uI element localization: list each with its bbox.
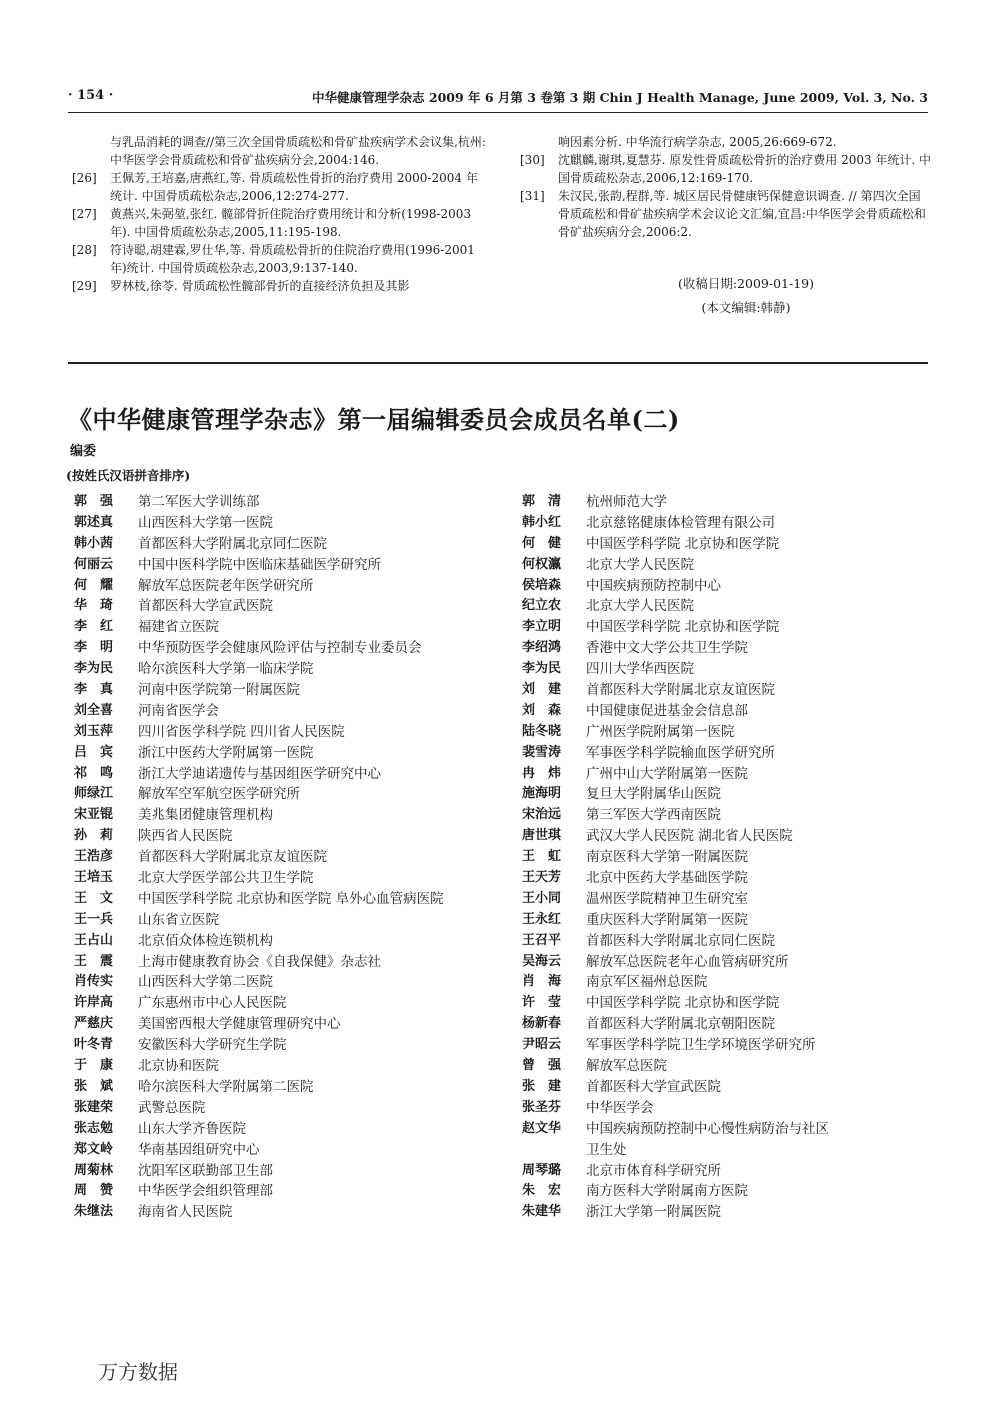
member-affiliation: 浙江中医药大学附属第一医院 — [138, 744, 314, 761]
reference-text: 符诗聪,胡建霖,罗仕华,等. 骨质疏松骨折的住院治疗费用(1996-2001 年)统计. 中国骨质疏松杂志,2003,9:137-140. — [110, 243, 475, 275]
member-affiliation: 重庆医科大学附属第一医院 — [586, 911, 748, 928]
reference-text: 黄燕兴,朱弼堃,张红. 髋部骨折住院治疗费用统计和分析(1998-2003 年). 中国骨质疏松杂志,2005,11:195-198. — [110, 207, 472, 239]
reference-item — [72, 241, 488, 277]
member-affiliation: 哈尔滨医科大学附属第二医院 — [138, 1078, 314, 1095]
section-divider — [68, 362, 928, 364]
member-affiliation: 中华医学会组织管理部 — [138, 1183, 273, 1200]
member-affiliation: 首都医科大学宣武医院 — [586, 1078, 721, 1095]
wanfang-watermark: 万方数据 — [98, 1360, 178, 1384]
member-row — [74, 701, 514, 722]
member-affiliation: 广州中山大学附属第一医院 — [586, 765, 748, 782]
member-name: 赵文华 — [522, 1120, 562, 1136]
member-row — [74, 1077, 514, 1098]
member-name: 于 康 — [74, 1058, 114, 1074]
member-name: 王 虹 — [522, 849, 562, 865]
member-name: 郭 强 — [74, 494, 114, 509]
member-affiliation: 首都医科大学附属北京朝阳医院 — [586, 1016, 775, 1033]
reference-text: 与乳品消耗的调查//第三次全国骨质疏松和骨矿盐疾病学术会议集,杭州:中华医学会骨质疏松和骨矿盐疾病分会,2004:146. — [110, 135, 486, 167]
member-row — [74, 492, 514, 513]
member-affiliation: 美国密西根大学健康管理研究中心 — [138, 1016, 341, 1033]
member-row — [522, 764, 942, 785]
member-affiliation: 中国医学科学院 北京协和医学院 — [586, 619, 780, 636]
member-affiliation: 山西医科大学第二医院 — [138, 974, 273, 991]
reference-text: 响因素分析. 中华流行病学杂志, 2005,26:669-672. — [558, 135, 837, 149]
member-row — [74, 722, 514, 743]
member-row — [522, 638, 942, 659]
member-row — [74, 743, 514, 764]
member-name: 肖传实 — [74, 974, 114, 990]
member-affiliation: 北京大学人民医院 — [586, 598, 694, 615]
member-affiliation: 中华预防医学会健康风险评估与控制专业委员会 — [138, 640, 422, 657]
reference-item — [520, 133, 932, 151]
member-name: 韩小红 — [522, 514, 562, 530]
member-affiliation-continued: 卫生处 — [586, 1141, 627, 1158]
member-row — [522, 868, 942, 889]
member-row — [74, 868, 514, 889]
page-number: · 154 · — [68, 88, 114, 103]
member-affiliation: 香港中文大学公共卫生学院 — [586, 640, 748, 657]
member-name: 刘玉萍 — [74, 723, 114, 739]
member-name: 许 莹 — [522, 995, 562, 1011]
member-name: 王占山 — [74, 932, 114, 948]
member-name: 杨新春 — [522, 1016, 562, 1032]
member-name: 曾 强 — [522, 1058, 562, 1074]
member-affiliation: 北京中医药大学基础医学院 — [586, 870, 748, 887]
member-name: 宋亚锟 — [74, 807, 114, 823]
member-affiliation: 军事医学科学院卫生学环境医学研究所 — [586, 1037, 816, 1054]
member-name: 张圣芬 — [522, 1099, 562, 1115]
member-row — [74, 1161, 514, 1182]
member-name: 郑文岭 — [74, 1141, 114, 1157]
member-row — [522, 1014, 942, 1035]
member-name: 朱继法 — [74, 1204, 114, 1220]
member-row — [522, 722, 942, 743]
member-affiliation: 北京大学人民医院 — [586, 556, 694, 573]
member-affiliation: 山东大学齐鲁医院 — [138, 1120, 246, 1137]
member-name: 陆冬晓 — [522, 723, 562, 739]
member-row — [522, 826, 942, 847]
member-name: 周 赞 — [74, 1183, 114, 1199]
member-row — [74, 847, 514, 868]
member-name: 施海明 — [522, 786, 562, 802]
member-affiliation: 广州医学院附属第一医院 — [586, 723, 735, 740]
member-row — [74, 784, 514, 805]
member-name: 冉 炜 — [522, 765, 562, 781]
member-row — [74, 617, 514, 638]
member-row — [522, 555, 942, 576]
member-row — [522, 701, 942, 722]
member-affiliation: 首都医科大学附属北京同仁医院 — [138, 535, 327, 552]
member-affiliation: 陕西省人民医院 — [138, 828, 233, 845]
member-row — [74, 972, 514, 993]
member-name: 侯培森 — [522, 577, 562, 593]
member-row — [74, 513, 514, 534]
member-name: 何 健 — [522, 535, 562, 551]
member-affiliation: 河南省医学会 — [138, 702, 219, 719]
member-name: 何丽云 — [74, 556, 114, 572]
member-affiliation: 山东省立医院 — [138, 911, 219, 928]
journal-running-head: 中华健康管理学杂志 2009 年 6 月第 3 卷第 3 期 Chin J Health Manage, June 2009, Vol. 3, No. 3 — [312, 90, 928, 105]
member-name: 何权瀛 — [522, 556, 562, 572]
member-affiliation: 解放军总医院老年医学研究所 — [138, 577, 314, 594]
member-name: 李 明 — [74, 640, 114, 656]
member-name: 周菊林 — [74, 1162, 114, 1178]
member-name: 尹昭云 — [522, 1037, 562, 1053]
member-row — [522, 1161, 942, 1182]
member-row — [74, 826, 514, 847]
member-affiliation: 海南省人民医院 — [138, 1204, 233, 1221]
member-affiliation: 杭州师范大学 — [586, 494, 667, 510]
member-affiliation: 第二军医大学训练部 — [138, 494, 260, 510]
member-affiliation: 武警总医院 — [138, 1099, 206, 1116]
member-name: 李为民 — [74, 661, 114, 677]
member-row — [74, 1056, 514, 1077]
reference-item — [72, 133, 488, 169]
member-name: 王小同 — [522, 890, 562, 906]
sort-note: (按姓氏汉语拼音排序) — [66, 468, 191, 483]
member-affiliation: 中国疾病预防控制中心慢性病防治与社区 — [586, 1120, 829, 1137]
member-name: 唐世琪 — [522, 828, 562, 844]
member-name: 王召平 — [522, 932, 562, 948]
member-name: 师绿江 — [74, 786, 114, 802]
members-left-column — [74, 492, 514, 1223]
member-name: 肖 海 — [522, 974, 562, 990]
member-affiliation: 北京佰众体检连锁机构 — [138, 932, 273, 949]
member-row — [522, 1056, 942, 1077]
member-row — [74, 1140, 514, 1161]
reference-item — [520, 187, 932, 241]
reference-text: 罗林枝,徐苓. 骨质疏松性髋部骨折的直接经济负担及其影 — [110, 279, 410, 293]
member-name: 朱 宏 — [522, 1183, 562, 1199]
member-name: 王永红 — [522, 911, 562, 927]
member-affiliation: 河南中医学院第一附属医院 — [138, 682, 300, 699]
member-name: 许岸高 — [74, 995, 114, 1011]
member-name: 李为民 — [522, 661, 562, 677]
member-affiliation: 山西医科大学第一医院 — [138, 514, 273, 531]
section-subtitle: 编委 — [70, 444, 97, 459]
member-name: 宋治远 — [522, 807, 562, 823]
member-row — [522, 847, 942, 868]
member-affiliation: 中国中医科学院中医临床基础医学研究所 — [138, 556, 381, 573]
member-row — [74, 1098, 514, 1119]
member-name: 张 斌 — [74, 1078, 114, 1094]
member-row — [522, 1077, 942, 1098]
member-name: 朱建华 — [522, 1204, 562, 1220]
member-row — [522, 659, 942, 680]
member-row — [74, 910, 514, 931]
member-affiliation: 解放军空军航空医学研究所 — [138, 786, 300, 803]
member-row — [522, 1181, 942, 1202]
member-name: 祁 鸣 — [74, 765, 114, 781]
member-row — [522, 680, 942, 701]
member-row — [522, 910, 942, 931]
member-row — [74, 931, 514, 952]
member-name: 刘全喜 — [74, 702, 114, 718]
reference-number: [29] — [72, 279, 97, 293]
member-affiliation: 福建省立医院 — [138, 619, 219, 636]
member-name: 王 震 — [74, 953, 114, 969]
member-name: 张志勉 — [74, 1120, 114, 1136]
member-row — [74, 659, 514, 680]
member-affiliation: 南京医科大学第一附属医院 — [586, 849, 748, 866]
member-affiliation: 广东惠州市中心人民医院 — [138, 995, 287, 1012]
member-row — [74, 1202, 514, 1223]
member-affiliation: 首都医科大学附属北京友谊医院 — [586, 682, 775, 699]
member-row — [522, 513, 942, 534]
member-name: 裴雪涛 — [522, 744, 562, 760]
member-row — [522, 993, 942, 1014]
member-row — [74, 596, 514, 617]
member-affiliation: 北京慈铭健康体检管理有限公司 — [586, 514, 775, 531]
member-affiliation: 首都医科大学宣武医院 — [138, 598, 273, 615]
member-row — [522, 576, 942, 597]
member-affiliation: 北京市体育科学研究所 — [586, 1162, 721, 1179]
member-affiliation: 复旦大学附属华山医院 — [586, 786, 721, 803]
members-right-column — [522, 492, 942, 1223]
member-affiliation: 美兆集团健康管理机构 — [138, 807, 273, 824]
reference-number: [28] — [72, 243, 97, 257]
member-affiliation: 第三军医大学西南医院 — [586, 807, 721, 824]
member-name: 王一兵 — [74, 911, 114, 927]
member-name: 李绍鸿 — [522, 640, 562, 656]
member-name: 李 红 — [74, 619, 114, 635]
member-row — [74, 993, 514, 1014]
member-affiliation: 哈尔滨医科大学第一临床学院 — [138, 661, 314, 678]
member-affiliation: 南方医科大学附属南方医院 — [586, 1183, 748, 1200]
member-affiliation: 解放军总医院老年心血管病研究所 — [586, 953, 789, 970]
member-affiliation: 南京军区福州总医院 — [586, 974, 708, 991]
reference-text: 沈麒麟,谢琪,夏慧芬. 原发性骨质疏松骨折的治疗费用 2003 年统计. 中国骨质疏松杂志,2006,12:169-170. — [558, 153, 932, 185]
member-affiliation: 中国健康促进基金会信息部 — [586, 702, 748, 719]
member-name: 王培玉 — [74, 870, 114, 886]
member-affiliation: 中国医学科学院 北京协和医学院 — [586, 995, 780, 1012]
reference-number: [30] — [520, 153, 545, 167]
member-affiliation: 中国医学科学院 北京协和医学院 — [586, 535, 780, 552]
member-affiliation: 上海市健康教育协会《自我保健》杂志社 — [138, 953, 381, 970]
received-date: (收稿日期:2009-01-19) — [677, 276, 815, 291]
member-affiliation: 温州医学院精神卫生研究室 — [586, 890, 748, 907]
member-row — [522, 1202, 942, 1223]
member-name: 刘 建 — [522, 682, 562, 698]
member-row — [522, 596, 942, 617]
member-row — [522, 534, 942, 555]
member-name: 韩小茜 — [74, 535, 114, 551]
member-row — [74, 1181, 514, 1202]
member-name: 王浩彦 — [74, 849, 114, 865]
member-row — [74, 534, 514, 555]
page-header — [68, 88, 928, 113]
member-row — [522, 931, 942, 952]
member-name: 吴海云 — [522, 953, 562, 969]
member-affiliation: 浙江大学第一附属医院 — [586, 1204, 721, 1221]
member-name: 王 文 — [74, 890, 114, 906]
member-row — [74, 638, 514, 659]
member-name: 严慈庆 — [74, 1016, 114, 1032]
member-row — [74, 764, 514, 785]
member-name: 叶冬青 — [74, 1037, 114, 1053]
member-name: 周琴璐 — [522, 1162, 562, 1178]
member-row — [522, 492, 942, 513]
member-name: 李立明 — [522, 619, 562, 635]
editor-credit: (本文编辑:韩静) — [701, 300, 791, 315]
member-row — [74, 555, 514, 576]
member-name: 吕 宾 — [74, 744, 114, 760]
member-affiliation: 沈阳军区联勤部卫生部 — [138, 1162, 273, 1179]
member-name: 郭 清 — [522, 494, 562, 509]
member-affiliation: 四川大学华西医院 — [586, 661, 694, 678]
member-affiliation: 中国疾病预防控制中心 — [586, 577, 721, 594]
member-row — [74, 952, 514, 973]
member-affiliation: 安徽医科大学研究生学院 — [138, 1037, 287, 1054]
member-name: 何 耀 — [74, 577, 114, 593]
member-row — [74, 576, 514, 597]
member-row — [74, 1035, 514, 1056]
received-block — [520, 272, 932, 320]
member-row — [522, 972, 942, 993]
reference-number: [31] — [520, 189, 545, 203]
member-row — [74, 889, 514, 910]
reference-text: 朱汉民,张韵,程群,等. 城区居民骨健康钙保健意识调查. // 第四次全国骨质疏松和骨矿盐疾病学术会议论文汇编,宜昌:中华医学会骨质疏松和骨矿盐疾病分会,2006:2. — [558, 189, 926, 239]
member-affiliation: 首都医科大学附属北京同仁医院 — [586, 932, 775, 949]
member-name: 郭述真 — [74, 514, 114, 530]
member-affiliation: 北京协和医院 — [138, 1058, 219, 1075]
member-row — [522, 784, 942, 805]
references-left-column — [72, 133, 488, 295]
member-row — [74, 1014, 514, 1035]
member-affiliation: 浙江大学迪诺遗传与基因组医学研究中心 — [138, 765, 381, 782]
member-name: 张 建 — [522, 1078, 562, 1094]
member-row — [522, 889, 942, 910]
member-affiliation: 北京大学医学部公共卫生学院 — [138, 870, 314, 887]
member-affiliation: 武汉大学人民医院 湖北省人民医院 — [586, 828, 793, 845]
member-name: 刘 森 — [522, 702, 562, 718]
reference-number: [26] — [72, 171, 97, 185]
member-name: 纪立农 — [522, 598, 562, 614]
reference-number: [27] — [72, 207, 97, 221]
member-affiliation: 军事医学科学院输血医学研究所 — [586, 744, 775, 761]
member-row — [522, 1119, 942, 1140]
member-name: 王天芳 — [522, 870, 562, 886]
member-affiliation: 华南基因组研究中心 — [138, 1141, 260, 1158]
member-row — [522, 1035, 942, 1056]
member-row — [74, 805, 514, 826]
member-affiliation: 中国医学科学院 北京协和医学院 阜外心血管病医院 — [138, 890, 444, 907]
member-row — [522, 743, 942, 764]
reference-text: 王佩芳,王培嘉,唐燕红,等. 骨质疏松性骨折的治疗费用 2000-2004 年统计. 中国骨质疏松杂志,2006,12:274-277. — [110, 171, 478, 203]
member-affiliation: 首都医科大学附属北京友谊医院 — [138, 849, 327, 866]
member-name: 李 真 — [74, 682, 114, 698]
member-affiliation: 中华医学会 — [586, 1099, 654, 1116]
member-row — [522, 1098, 942, 1119]
reference-item — [72, 169, 488, 205]
references-right-column — [520, 133, 932, 241]
reference-item — [72, 277, 488, 295]
reference-item — [72, 205, 488, 241]
member-row — [74, 1119, 514, 1140]
member-affiliation: 四川省医学科学院 四川省人民医院 — [138, 723, 345, 740]
member-row — [522, 952, 942, 973]
member-row — [522, 617, 942, 638]
member-name: 华 琦 — [74, 598, 114, 614]
member-name: 孙 莉 — [74, 828, 114, 844]
reference-item — [520, 151, 932, 187]
member-row — [522, 805, 942, 826]
member-row — [74, 680, 514, 701]
member-name: 张建荣 — [74, 1099, 114, 1115]
member-affiliation: 解放军总医院 — [586, 1058, 667, 1075]
section-title: 《中华健康管理学杂志》第一届编辑委员会成员名单(二) — [68, 405, 680, 434]
